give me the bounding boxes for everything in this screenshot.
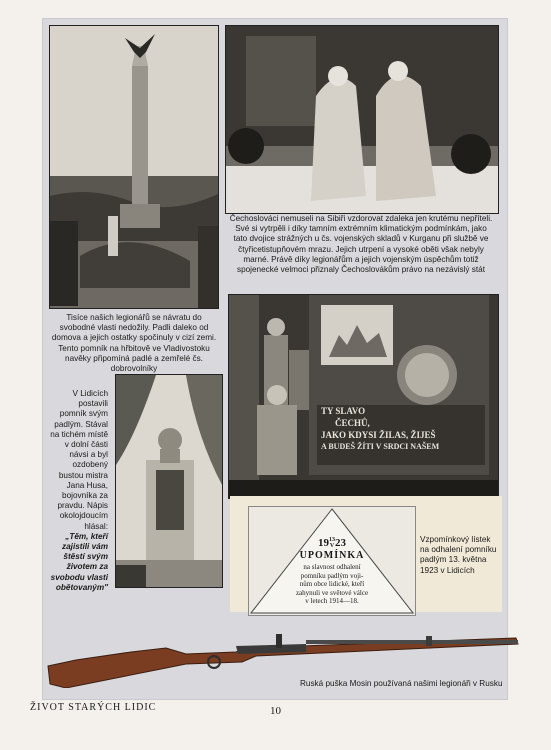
plaque-line-1b: ČECHŮ, bbox=[335, 418, 370, 428]
lidice-description: V Lidicích postavili pomník svým padlým. Stával na tichém místě v dolní části návsi a byl ozdobený bustou mistra Jana Husa, bojovníka za pravdu. Nápis okolojdoucím hlásal: bbox=[50, 389, 108, 531]
siberia-guards-photo bbox=[225, 25, 499, 214]
plaque-line-1: TY SLAVO bbox=[321, 406, 366, 416]
rifle-caption: Ruská puška Mosin používaná našimi legionáři v Rusku bbox=[300, 679, 503, 688]
card-line-4: zahynuli ve světové válce bbox=[295, 588, 369, 597]
legionaries-wagon-photo bbox=[228, 294, 499, 499]
plaque-line-3: A BUDEŠ ŽÍTI V SRDCI NAŠEM bbox=[321, 442, 440, 451]
memorial-card bbox=[248, 506, 416, 616]
page-number: 10 bbox=[270, 705, 281, 717]
footer-title: ŽIVOT STARÝCH LIDIC bbox=[30, 702, 157, 713]
vladivostok-caption: Tisíce našich legionářů se návratu do svobodné vlasti nedožily. Padli daleko od domova a jejich ostatky spočinuly v cizí zemi. Tento pomník na hřbitově ve Vladivostoku navěky připomíná padlé a zemřelé čs. dobrovolníky bbox=[51, 313, 217, 374]
card-line-1: na slavnost odhalení bbox=[303, 563, 361, 572]
card-line-2: pomníku padlým voji- bbox=[300, 571, 364, 580]
lidice-quote: „Těm, kteří zajistili vám štěstí svým životem za svobodu vlasti obětovaným" bbox=[50, 531, 108, 592]
lidice-monument-photo bbox=[115, 374, 223, 588]
card-caption: Vzpomínkový lístek na odhalení pomníku padlým 13. května 1923 v Lidicích bbox=[420, 535, 497, 575]
card-date: 1913 V23 bbox=[318, 537, 346, 550]
card-line-5: v letech 1914—18. bbox=[305, 597, 359, 606]
wagon-plaque bbox=[321, 405, 487, 453]
lidice-text bbox=[50, 389, 108, 593]
card-line-3: nům obce lidické, kteří bbox=[299, 580, 365, 589]
card-title: UPOMÍNKA bbox=[299, 550, 365, 562]
plaque-line-2: JAKO KDYSI ŽILAS, ŽIJEŠ bbox=[321, 430, 436, 440]
siberia-caption: Čechoslováci nemuseli na Sibiři vzdorovat zdaleka jen krutému nepříteli. Své si vytrpěli i díky tamním extrémním klimatickým podmínkám, jako tato dvojice strážných u čs. vojenských skladů v Kurganu při službě ve čtyřicetistupňovém mrazu. Jejich utrpení a vysoké oběti však nebyly marné. Právě díky legionářům a jejich vojenským úspěchům totiž spojenecké velmoci přiznaly Čechoslovákům právo na nezávislý stát bbox=[229, 214, 493, 275]
vladivostok-monument-photo bbox=[49, 25, 219, 309]
